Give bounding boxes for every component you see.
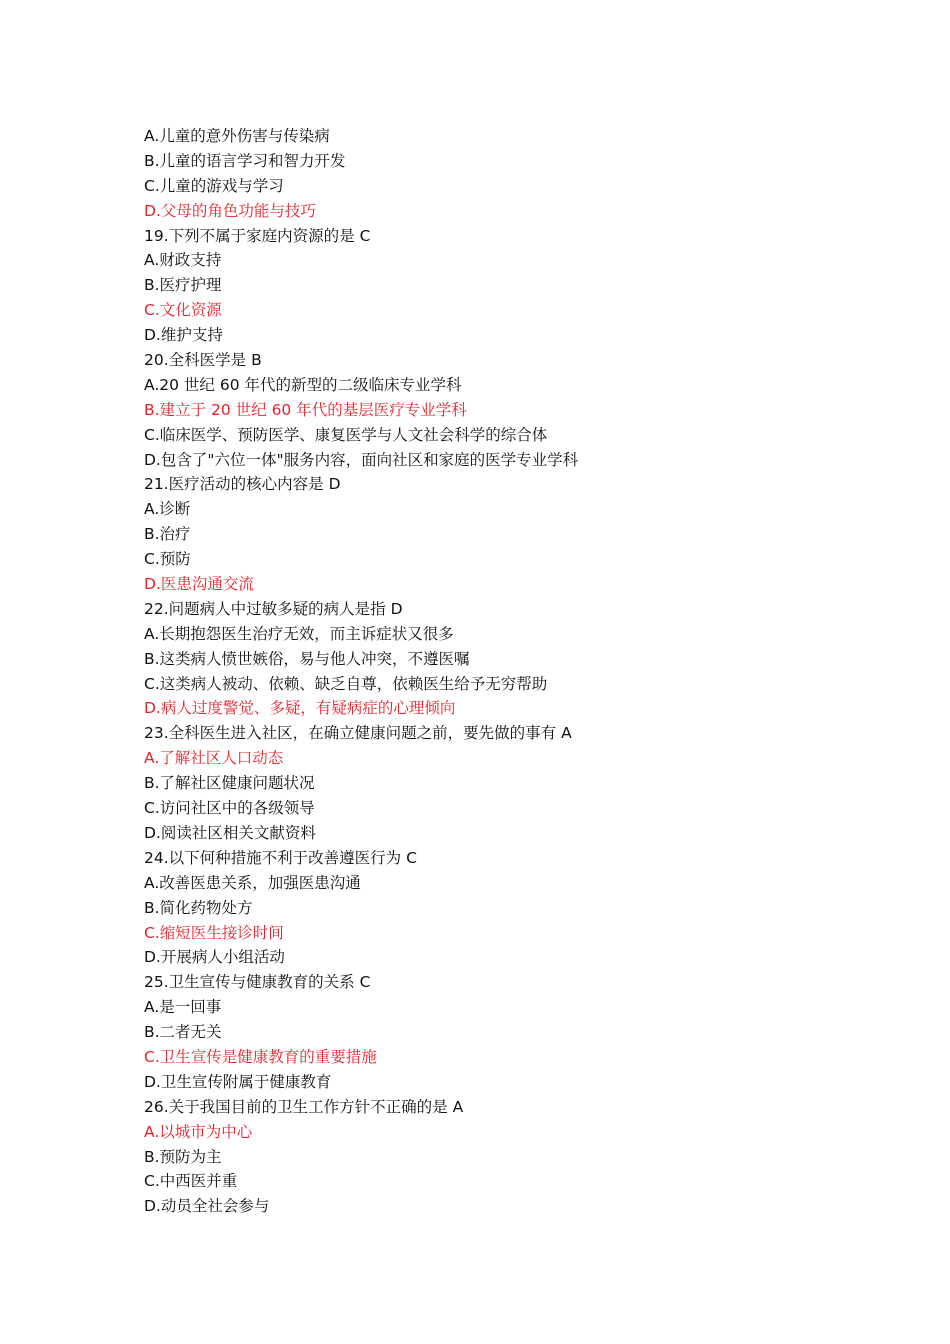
option-line: B.这类病人愤世嫉俗，易与他人冲突，不遵医嘱 — [144, 649, 470, 668]
option-line: A.诊断 — [144, 500, 191, 519]
answer-option-line: D.病人过度警觉、多疑，有疑病症的心理倾向 — [144, 699, 456, 718]
option-line: D.包含了"六位一体"服务内容，面向社区和家庭的医学专业学科 — [144, 450, 579, 469]
option-line: D.开展病人小组活动 — [144, 948, 285, 967]
option-line: B.预防为主 — [144, 1147, 222, 1166]
option-line: A.长期抱怨医生治疗无效，而主诉症状又很多 — [144, 624, 454, 643]
option-line: C.儿童的游戏与学习 — [144, 176, 284, 195]
question-line: 26.关于我国目前的卫生工作方针不正确的是 A — [144, 1097, 464, 1116]
question-line: 24.以下何种措施不利于改善遵医行为 C — [144, 848, 417, 867]
answer-option-line: D.医患沟通交流 — [144, 575, 254, 594]
answer-option-line: C.缩短医生接诊时间 — [144, 923, 284, 942]
option-line: C.这类病人被动、依赖、缺乏自尊，依赖医生给予无穷帮助 — [144, 674, 548, 693]
answer-option-line: D.父母的角色功能与技巧 — [144, 201, 316, 220]
option-line: B.简化药物处方 — [144, 898, 253, 917]
option-line: C.中西医并重 — [144, 1172, 238, 1191]
answer-option-line: C.卫生宣传是健康教育的重要措施 — [144, 1047, 377, 1066]
option-line: A.儿童的意外伤害与传染病 — [144, 127, 330, 145]
option-line: D.卫生宣传附属于健康教育 — [144, 1072, 332, 1091]
question-line: 19.下列不属于家庭内资源的是 C — [144, 226, 371, 245]
option-line: B.医疗护理 — [144, 276, 222, 295]
option-line: B.治疗 — [144, 525, 191, 544]
option-line: C.临床医学、预防医学、康复医学与人文社会科学的综合体 — [144, 425, 548, 444]
option-line: D.维护支持 — [144, 326, 223, 345]
option-line: D.动员全社会参与 — [144, 1197, 270, 1216]
option-line: A.是一回事 — [144, 998, 222, 1017]
question-line: 23.全科医生进入社区，在确立健康问题之前，要先做的事有 A — [144, 724, 572, 743]
exam-content — [144, 124, 844, 1219]
option-line: A.改善医患关系，加强医患沟通 — [144, 873, 361, 892]
option-line: C.预防 — [144, 550, 191, 569]
answer-option-line: A.以城市为中心 — [144, 1122, 253, 1141]
answer-option-line: A.了解社区人口动态 — [144, 749, 284, 768]
option-line: A.20 世纪 60 年代的新型的二级临床专业学科 — [144, 375, 462, 394]
question-line: 22.问题病人中过敏多疑的病人是指 D — [144, 599, 403, 618]
option-line: B.二者无关 — [144, 1023, 222, 1042]
answer-option-line: B.建立于 20 世纪 60 年代的基层医疗专业学科 — [144, 400, 467, 419]
option-line: A.财政支持 — [144, 251, 222, 270]
question-line: 21.医疗活动的核心内容是 D — [144, 475, 341, 494]
question-line: 25.卫生宣传与健康教育的关系 C — [144, 973, 371, 992]
option-line: C.访问社区中的各级领导 — [144, 799, 315, 818]
option-line: B.了解社区健康问题状况 — [144, 774, 315, 793]
question-line: 20.全科医学是 B — [144, 351, 262, 370]
option-line: D.阅读社区相关文献资料 — [144, 823, 316, 842]
option-line: B.儿童的语言学习和智力开发 — [144, 151, 346, 170]
answer-option-line: C.文化资源 — [144, 301, 222, 320]
